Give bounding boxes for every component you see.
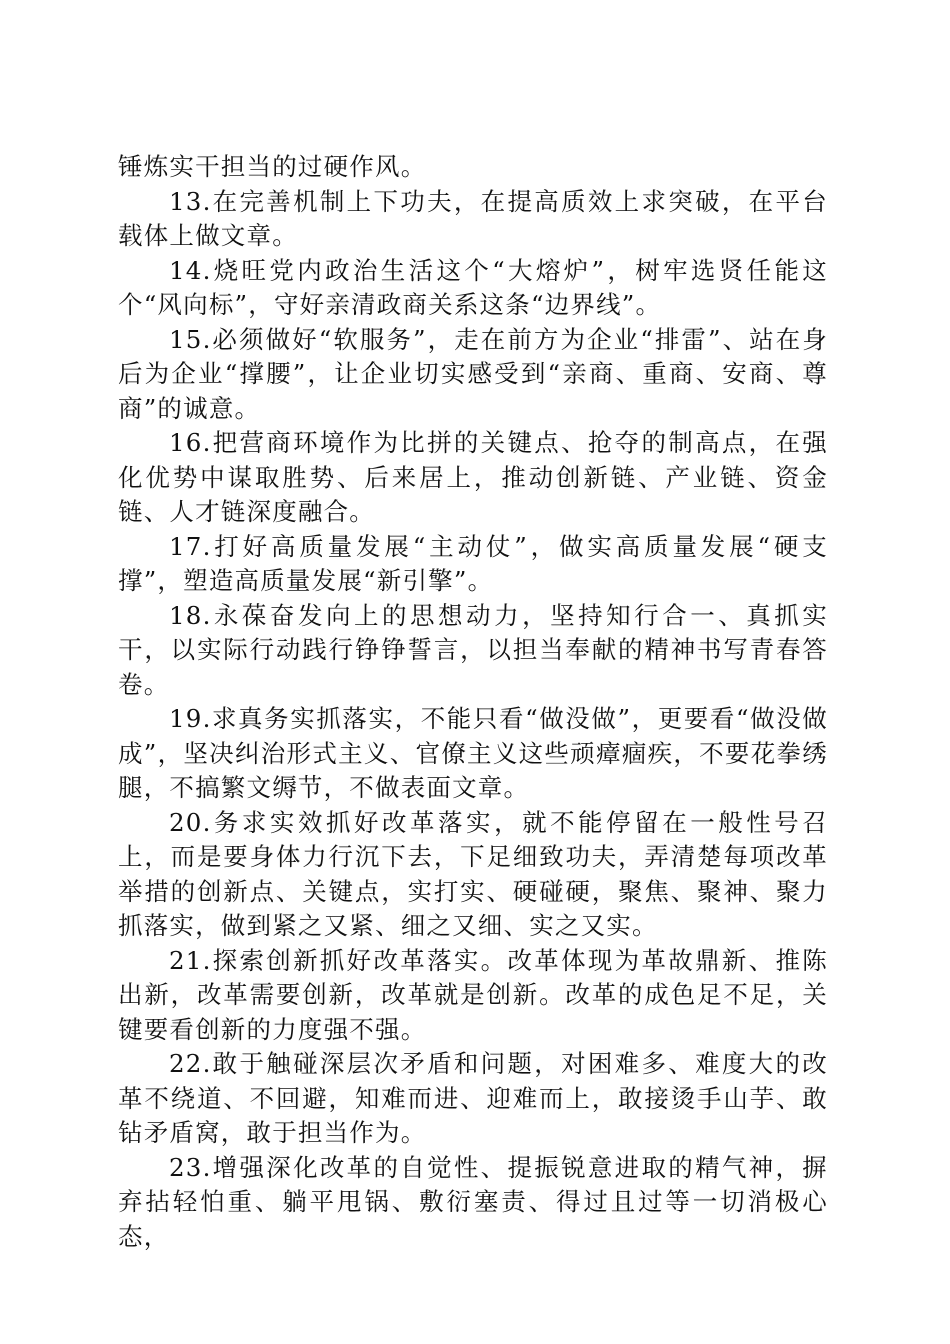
paragraph-item-17: 17.打好高质量发展“主动仗”，做实高质量发展“硬支撑”，塑造高质量发展“新引擎”。 (118, 531, 828, 595)
paragraph-item-14: 14.烧旺党内政治生活这个“大熔炉”，树牢选贤任能这个“风向标”，守好亲清政商关系这条“边界线”。 (118, 255, 828, 319)
paragraph-item-19: 19.求真务实抓落实，不能只看“做没做”，更要看“做没做成”，坚决纠治形式主义、官僚主义这些顽瘴痼疾，不要花拳绣腿，不搞繁文缛节，不做表面文章。 (118, 704, 828, 802)
paragraph-item-18: 18.永葆奋发向上的思想动力，坚持知行合一、真抓实干，以实际行动践行铮铮誓言，以担当奉献的精神书写青春答卷。 (118, 600, 828, 699)
document-body (118, 150, 828, 1254)
paragraph-item-15: 15.必须做好“软服务”，走在前方为企业“排雷”、站在身后为企业“撑腰”，让企业切实感受到“亲商、重商、安商、尊商”的诚意。 (118, 324, 828, 423)
paragraph-item-13: 13.在完善机制上下功夫，在提高质效上求突破，在平台载体上做文章。 (118, 186, 828, 250)
paragraph-item-21: 21.探索创新抓好改革落实。改革体现为革故鼎新、推陈出新，改革需要创新，改革就是创新。改革的成色足不足，关键要看创新的力度强不强。 (118, 945, 828, 1044)
paragraph-item-22: 22.敢于触碰深层次矛盾和问题，对困难多、难度大的改革不绕道、不回避，知难而进、迎难而上，敢接烫手山芋、敢钻矛盾窝，敢于担当作为。 (118, 1049, 828, 1147)
paragraph-item-23: 23.增强深化改革的自觉性、提振锐意进取的精气神，摒弃拈轻怕重、躺平甩锅、敷衍塞责、得过且过等一切消极心态， (118, 1152, 828, 1251)
paragraph-continuation: 锤炼实干担当的过硬作风。 (118, 152, 427, 181)
paragraph-item-20: 20.务求实效抓好改革落实，就不能停留在一般性号召上，而是要身体力行沉下去，下足细致功夫，弄清楚每项改革举措的创新点、关键点，实打实、硬碰硬，聚焦、聚神、聚力抓落实，做到紧之又紧、细之又细、实之又实。 (118, 807, 828, 940)
paragraph-item-16: 16.把营商环境作为比拼的关键点、抢夺的制高点，在强化优势中谋取胜势、后来居上，推动创新链、产业链、资金链、人才链深度融合。 (118, 428, 828, 526)
